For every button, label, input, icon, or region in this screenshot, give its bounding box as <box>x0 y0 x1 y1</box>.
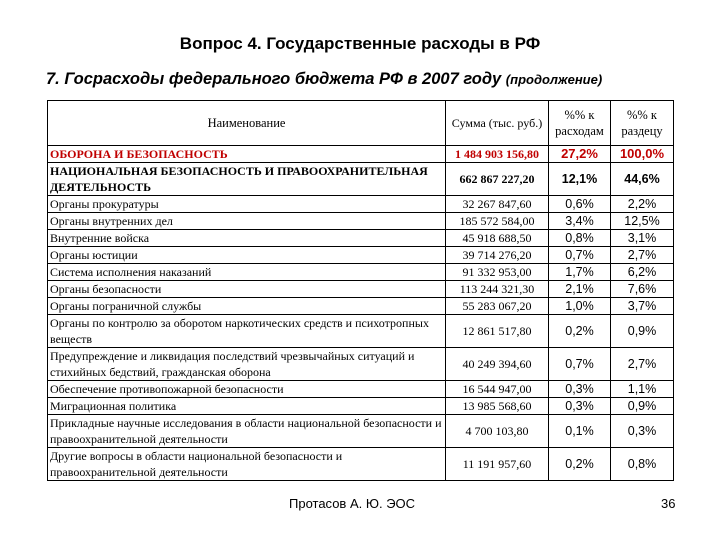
table-row <box>48 264 674 281</box>
cell-p1: 12,1% <box>549 163 611 196</box>
cell-p2: 2,7% <box>611 348 674 381</box>
table-row <box>48 196 674 213</box>
cell-sum: 39 714 276,20 <box>446 247 549 264</box>
table-row <box>48 281 674 298</box>
table-header-row <box>48 101 674 146</box>
cell-p2: 100,0% <box>611 146 674 163</box>
cell-p2: 2,7% <box>611 247 674 264</box>
table-row <box>48 348 674 381</box>
cell-p1: 1,7% <box>549 264 611 281</box>
cell-p2: 3,1% <box>611 230 674 247</box>
cell-name: Органы по контролю за оборотом наркотических средств и психотропных веществ <box>48 315 446 348</box>
cell-sum: 16 544 947,00 <box>446 381 549 398</box>
cell-sum: 32 267 847,60 <box>446 196 549 213</box>
table-row <box>48 213 674 230</box>
cell-p1: 0,1% <box>549 415 611 448</box>
cell-p1: 0,3% <box>549 398 611 415</box>
cell-sum: 4 700 103,80 <box>446 415 549 448</box>
cell-p2: 1,1% <box>611 381 674 398</box>
header-pct-section: %% к раздецу <box>611 101 674 146</box>
table-row <box>48 415 674 448</box>
budget-table <box>47 100 674 481</box>
cell-sum: 185 572 584,00 <box>446 213 549 230</box>
cell-name: НАЦИОНАЛЬНАЯ БЕЗОПАСНОСТЬ И ПРАВООХРАНИТЕЛЬНАЯ ДЕЯТЕЛЬНОСТЬ <box>48 163 446 196</box>
table-row <box>48 398 674 415</box>
table-row <box>48 146 674 163</box>
table-row <box>48 381 674 398</box>
cell-name: Обеспечение противопожарной безопасности <box>48 381 446 398</box>
cell-sum: 662 867 227,20 <box>446 163 549 196</box>
table-row <box>48 163 674 196</box>
cell-name: ОБОРОНА И БЕЗОПАСНОСТЬ <box>48 146 446 163</box>
cell-name: Органы пограничной службы <box>48 298 446 315</box>
cell-sum: 12 861 517,80 <box>446 315 549 348</box>
cell-name: Органы юстиции <box>48 247 446 264</box>
header-pct-expenses: %% к расходам <box>549 101 611 146</box>
cell-p2: 0,3% <box>611 415 674 448</box>
cell-name: Предупреждение и ликвидация последствий чрезвычайных ситуаций и стихийных бедствий, гражданская оборона <box>48 348 446 381</box>
cell-p2: 2,2% <box>611 196 674 213</box>
cell-name: Органы внутренних дел <box>48 213 446 230</box>
cell-sum: 91 332 953,00 <box>446 264 549 281</box>
subtitle-note: (продолжение) <box>505 72 603 87</box>
cell-p2: 44,6% <box>611 163 674 196</box>
cell-p1: 1,0% <box>549 298 611 315</box>
cell-p1: 27,2% <box>549 146 611 163</box>
table-row <box>48 298 674 315</box>
cell-sum: 55 283 067,20 <box>446 298 549 315</box>
cell-sum: 45 918 688,50 <box>446 230 549 247</box>
cell-p2: 3,7% <box>611 298 674 315</box>
cell-p1: 0,3% <box>549 381 611 398</box>
cell-p2: 12,5% <box>611 213 674 230</box>
slide-subtitle <box>46 70 602 89</box>
header-name: Наименование <box>48 101 446 146</box>
cell-sum: 1 484 903 156,80 <box>446 146 549 163</box>
cell-p2: 0,8% <box>611 448 674 481</box>
cell-p2: 0,9% <box>611 315 674 348</box>
table-row <box>48 315 674 348</box>
cell-p1: 3,4% <box>549 213 611 230</box>
cell-p2: 0,9% <box>611 398 674 415</box>
cell-name: Миграционная политика <box>48 398 446 415</box>
subtitle-text: 7. Госрасходы федерального бюджета РФ в 2007 году <box>46 70 502 88</box>
header-sum: Сумма (тыс. руб.) <box>446 101 549 146</box>
cell-name: Другие вопросы в области национальной безопасности и правоохранительной деятельности <box>48 448 446 481</box>
cell-p2: 7,6% <box>611 281 674 298</box>
table-row <box>48 247 674 264</box>
cell-name: Органы безопасности <box>48 281 446 298</box>
table-row <box>48 448 674 481</box>
cell-p1: 0,7% <box>549 348 611 381</box>
page-number: 36 <box>661 496 676 511</box>
cell-sum: 113 244 321,30 <box>446 281 549 298</box>
footer-author: Протасов А. Ю. ЭОС <box>289 496 416 511</box>
cell-p1: 0,7% <box>549 247 611 264</box>
table-row <box>48 230 674 247</box>
cell-name: Прикладные научные исследования в области национальной безопасности и правоохранительной деятельности <box>48 415 446 448</box>
cell-p1: 2,1% <box>549 281 611 298</box>
cell-name: Внутренние войска <box>48 230 446 247</box>
cell-sum: 13 985 568,60 <box>446 398 549 415</box>
cell-p1: 0,2% <box>549 315 611 348</box>
cell-name: Система исполнения наказаний <box>48 264 446 281</box>
cell-sum: 11 191 957,60 <box>446 448 549 481</box>
cell-p1: 0,2% <box>549 448 611 481</box>
cell-p2: 6,2% <box>611 264 674 281</box>
cell-name: Органы прокуратуры <box>48 196 446 213</box>
cell-p1: 0,8% <box>549 230 611 247</box>
cell-sum: 40 249 394,60 <box>446 348 549 381</box>
slide-title: Вопрос 4. Государственные расходы в РФ <box>179 34 541 53</box>
cell-p1: 0,6% <box>549 196 611 213</box>
